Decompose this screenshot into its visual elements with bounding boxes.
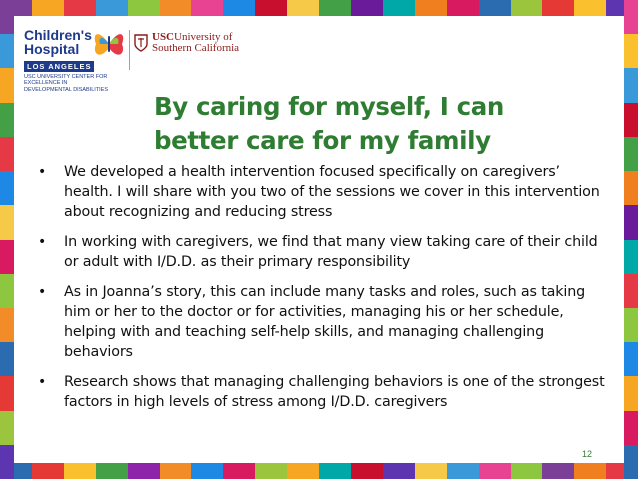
logo-divider [129,30,130,70]
bullet-text: We developed a health intervention focused specifically on caregivers’ health. I will share with you two of the sessions we cover in this intervention about recognizing and reducing stress [64,164,600,220]
border-tile [0,411,14,445]
border-tile [96,463,128,479]
usc-university-of: University of [174,31,233,43]
page-number: 12 [581,449,592,459]
border-tile [624,240,638,274]
border-tile [0,0,14,34]
border-tile [0,171,14,205]
left-tile-border [0,0,14,479]
border-tile [624,0,638,34]
border-tile [383,0,415,16]
border-tile [64,0,96,16]
bullet-dot: • [38,284,47,300]
border-tile [624,308,638,342]
bullet-dot: • [38,374,47,390]
border-tile [0,376,14,410]
bullet-item [32,372,612,412]
butterfly-logo-icon [92,26,126,62]
bullet-item [32,162,612,222]
border-tile [287,463,319,479]
border-tile [128,0,160,16]
bullet-item [32,282,612,362]
usc-abbrev: USC [152,31,175,43]
border-tile [0,445,14,479]
top-tile-border [0,0,638,16]
bullet-list [32,162,612,422]
border-tile [624,103,638,137]
border-tile [0,240,14,274]
border-tile [32,0,64,16]
border-tile [624,274,638,308]
border-tile [383,463,415,479]
slide-content [14,16,624,463]
bullet-dot: • [38,234,47,250]
border-tile [0,205,14,239]
border-tile [319,0,351,16]
border-tile [351,463,383,479]
usc-logo-line2: Southern California [152,42,240,54]
chla-logo-line2: Hospital [24,41,80,57]
border-tile [0,34,14,68]
bullet-item [32,232,612,272]
border-tile [191,0,223,16]
border-tile [287,0,319,16]
border-tile [0,68,14,102]
border-tile [447,463,479,479]
border-tile [0,103,14,137]
bullet-text: As in Joanna’s story, this can include many tasks and roles, such as taking him or her to the doctor or for activities, managing his or her schedule, helping with and teaching self-help skills, and managing challenging behaviors [64,284,586,360]
border-tile [0,342,14,376]
border-tile [223,463,255,479]
slide-title-line1: By caring for myself, I can [154,92,504,121]
border-tile [0,274,14,308]
bottom-tile-border [0,463,638,479]
border-tile [223,0,255,16]
border-tile [160,0,192,16]
slide-title-line2: better care for my family [154,126,491,155]
border-tile [351,0,383,16]
border-tile [255,463,287,479]
border-tile [0,137,14,171]
border-tile [160,463,192,479]
right-tile-border [624,0,638,479]
border-tile [319,463,351,479]
border-tile [511,0,543,16]
border-tile [624,445,638,479]
border-tile [479,463,511,479]
border-tile [624,411,638,445]
chla-logo-line3: LOS ANGELES [24,61,94,72]
usc-seal-icon [134,34,148,52]
border-tile [624,34,638,68]
slide-title [154,90,514,158]
border-tile [511,463,543,479]
border-tile [624,137,638,171]
border-tile [624,376,638,410]
border-tile [624,205,638,239]
border-tile [624,171,638,205]
border-tile [542,463,574,479]
border-tile [479,0,511,16]
bullet-text: Research shows that managing challenging behaviors is one of the strongest factors in high levels of stress among I/D.D. caregivers [64,374,605,410]
bullet-text: In working with caregivers, we find that many view taking care of their child or adult with I/D.D. as their primary responsibility [64,234,598,270]
border-tile [32,463,64,479]
border-tile [447,0,479,16]
usc-logo-text [152,32,242,54]
border-tile [624,342,638,376]
border-tile [96,0,128,16]
bullet-dot: • [38,164,47,180]
border-tile [0,308,14,342]
border-tile [255,0,287,16]
border-tile [64,463,96,479]
border-tile [415,463,447,479]
border-tile [574,0,606,16]
border-tile [542,0,574,16]
ucedd-caption: USC UNIVERSITY CENTER FOR EXCELLENCE IN DEVELOPMENTAL DISABILITIES [24,74,109,93]
border-tile [415,0,447,16]
border-tile [574,463,606,479]
chla-logo-line1: Children's [24,27,92,43]
border-tile [624,68,638,102]
border-tile [191,463,223,479]
border-tile [128,463,160,479]
